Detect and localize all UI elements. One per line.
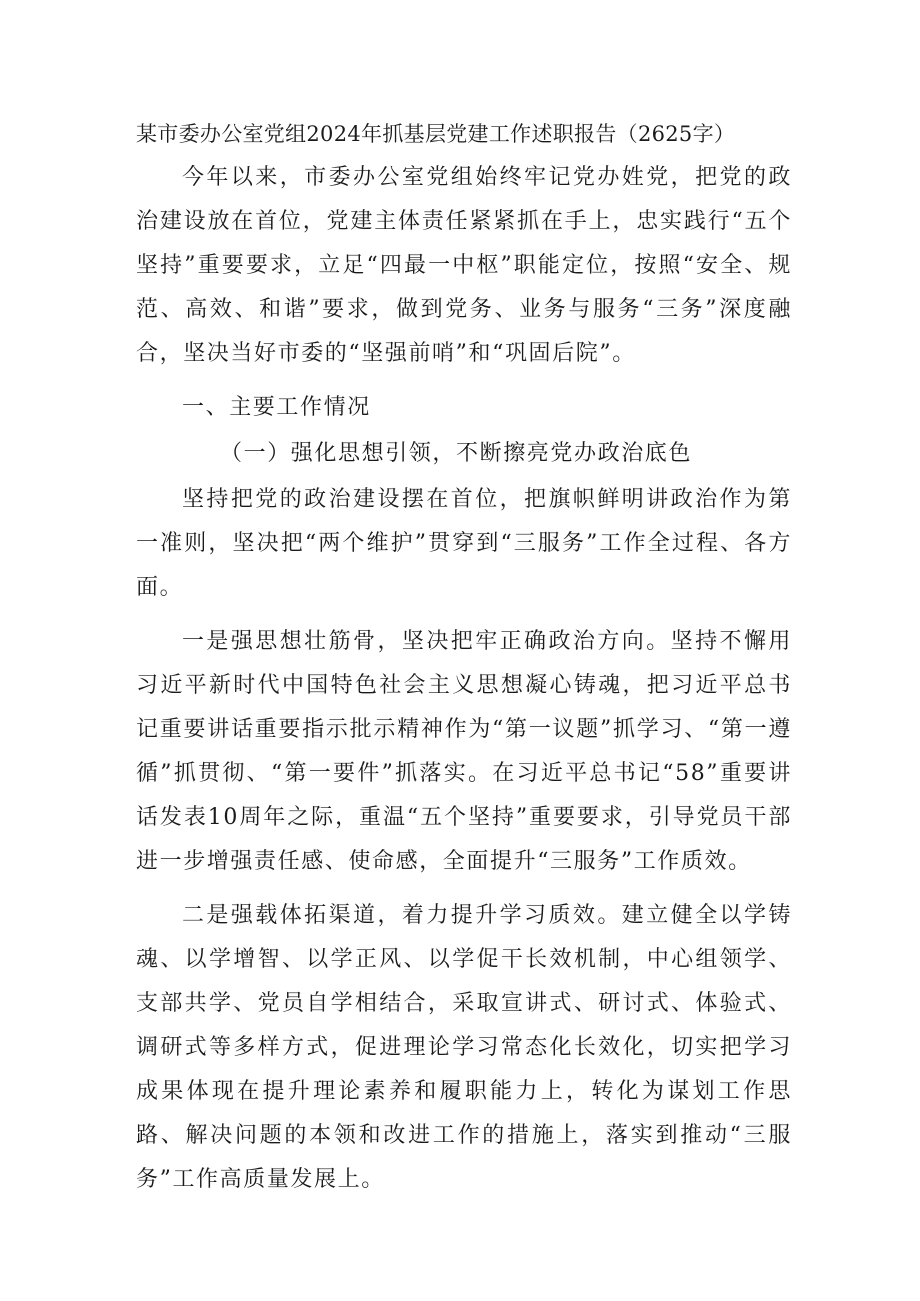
intro-paragraph: 今年以来，市委办公室党组始终牢记党办姓党，把党的政治建设放在首位，党建主体责任紧紧抓在手上，忠实践行“五个坚持”重要要求，立足“四最一中枢”职能定位，按照“安全、规范、高效、和谐”要求，做到党务、业务与服务“三务”深度融合，坚决当好市委的“坚强前哨”和“巩固后院”。: [136, 165, 792, 366]
body-paragraph: 坚持把党的政治建设摆在首位，把旗帜鲜明讲政治作为第一准则，坚决把“两个维护”贯穿到“三服务”工作全过程、各方面。: [136, 487, 792, 600]
document-title: 某市委办公室党组2024年抓基层党建工作述职报告（2625字）: [136, 122, 736, 146]
section-heading: 一、主要工作情况: [182, 395, 371, 420]
body-paragraph: 一是强思想壮筋骨，坚决把牢正确政治方向。坚持不懈用习近平新时代中国特色社会主义思想凝心铸魂，把习近平总书记重要讲话重要指示批示精神作为“第一议题”抓学习、“第一遵循”抓贯彻、“第一要件”抓落实。在习近平总书记“58”重要讲话发表10周年之际，重温“五个坚持”重要要求，引导党员干部进一步增强责任感、使命感，全面提升“三服务”工作质效。: [136, 629, 792, 874]
body-paragraph: 二是强载体拓渠道，着力提升学习质效。建立健全以学铸魂、以学增智、以学正风、以学促干长效机制，中心组领学、支部共学、党员自学相结合，采取宣讲式、研讨式、体验式、调研式等多样方式，促进理论学习常态化长效化，切实把学习成果体现在提升理论素养和履职能力上，转化为谋划工作思路、解决问题的本领和改进工作的措施上，落实到推动“三服务”工作高质量发展上。: [136, 903, 792, 1192]
subsection-heading: （一）强化思想引领，不断擦亮党办政治底色: [220, 441, 693, 466]
